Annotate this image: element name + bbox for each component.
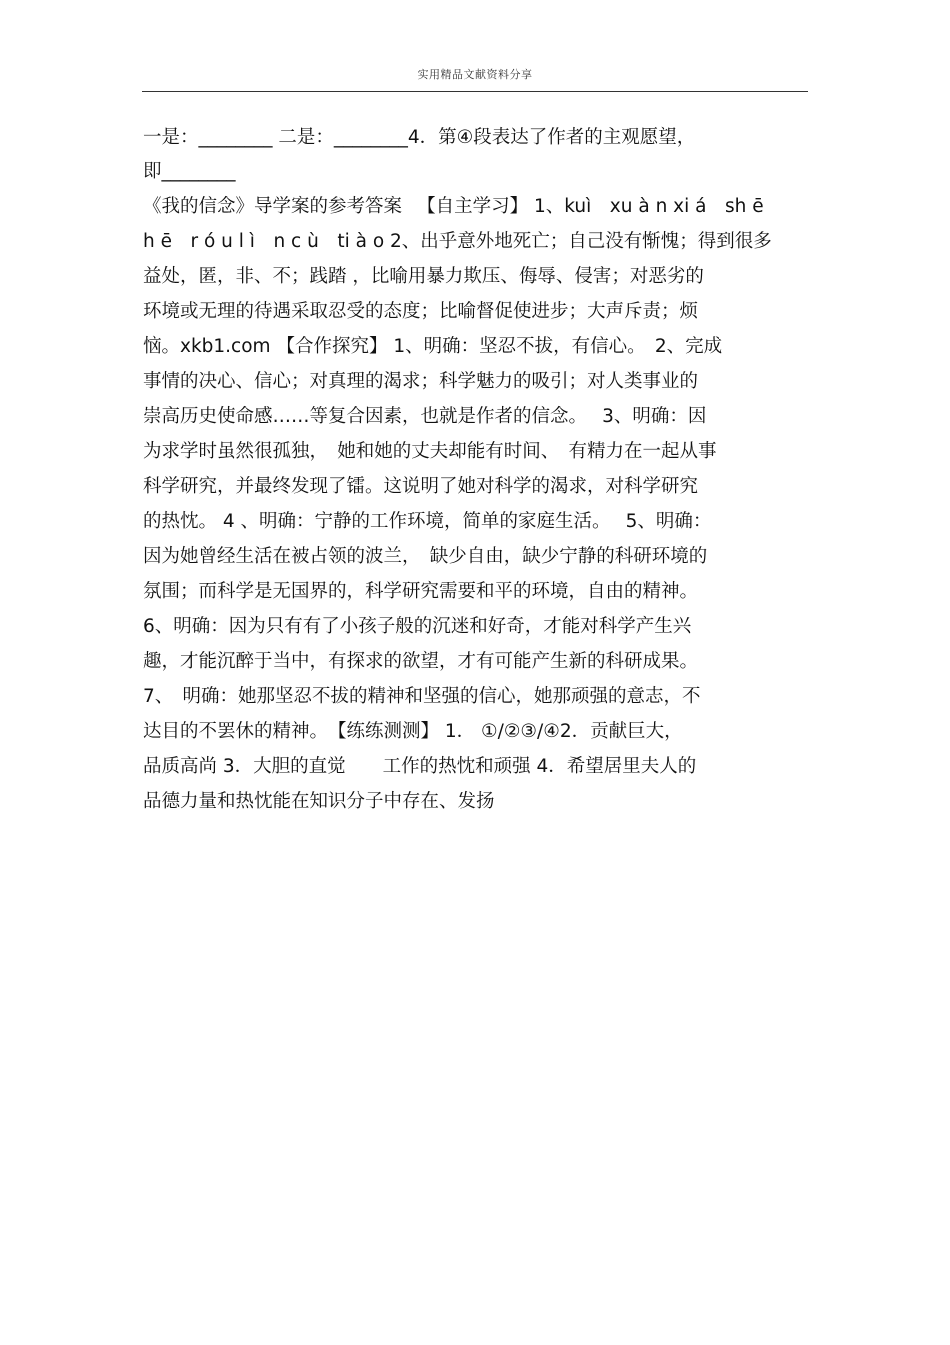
text-line: 恼。xkb1.com 【合作探究】 1、明确：坚忍不拔，有信心。 2、完成 [143, 336, 723, 357]
text-line: 益处，匿，非、不；践踏 ，比喻用暴力欺压、侮辱、侵害；对恶劣的 [143, 266, 704, 287]
text-line: 崇高历史使命感……等复合因素，也就是作者的信念。 3、明确：因 [143, 406, 707, 427]
text-line: 《我的信念》导学案的参考答案 【自主学习】 1、kuì xu à n xi á sh ē [143, 196, 764, 217]
document-body [143, 122, 848, 819]
text-line: 品德力量和热忱能在知识分子中存在、发扬 [143, 791, 495, 812]
text-line: 环境或无理的待遇采取忍受的态度；比喻督促使进步；大声斥责；烦 [143, 301, 699, 322]
text-line: 6、明确：因为只有有了小孩子般的沉迷和好奇，才能对科学产生兴 [143, 616, 692, 637]
text-line: 科学研究，并最终发现了镭。这说明了她对科学的渴求，对科学研究 [143, 476, 699, 497]
text-line: 达目的不罢休的精神。 【练练测测】 1． ①/②③/④2．贡献巨大， [143, 721, 683, 742]
header-divider [142, 91, 808, 92]
text-line: 品质高尚 3．大胆的直觉 工作的热忱和顽强 4．希望居里夫人的 [143, 756, 697, 777]
text-line: 一是：________ 二是：________4．第④段表达了作者的主观愿望， [143, 127, 696, 148]
text-line: 为求学时虽然很孤独， 她和她的丈夫却能有时间、 有精力在一起从事 [143, 441, 717, 462]
text-line: h ē r ó u l ì n c ù ti à o 2、出乎意外地死亡；自己没有惭愧；得到很多 [143, 231, 772, 252]
text-line: 即________ [143, 161, 236, 182]
text-line: 氛围；而科学是无国界的，科学研究需要和平的环境，自由的精神。 [143, 581, 699, 602]
text-line: 的热忱。 4 、明确：宁静的工作环境，简单的家庭生活。 5、明确： [143, 511, 712, 532]
text-line: 事情的决心、信心；对真理的渴求；科学魅力的吸引；对人类事业的 [143, 371, 699, 392]
text-line: 7、 明确：她那坚忍不拔的精神和坚强的信心，她那顽强的意志，不 [143, 686, 701, 707]
text-line: 趣，才能沉醉于当中，有探求的欲望，才有可能产生新的科研成果。 [143, 651, 699, 672]
text-line: 因为她曾经生活在被占领的波兰， 缺少自由，缺少宁静的科研环境的 [143, 546, 708, 567]
page-header-title: 实用精品文献资料分享 [417, 68, 533, 81]
